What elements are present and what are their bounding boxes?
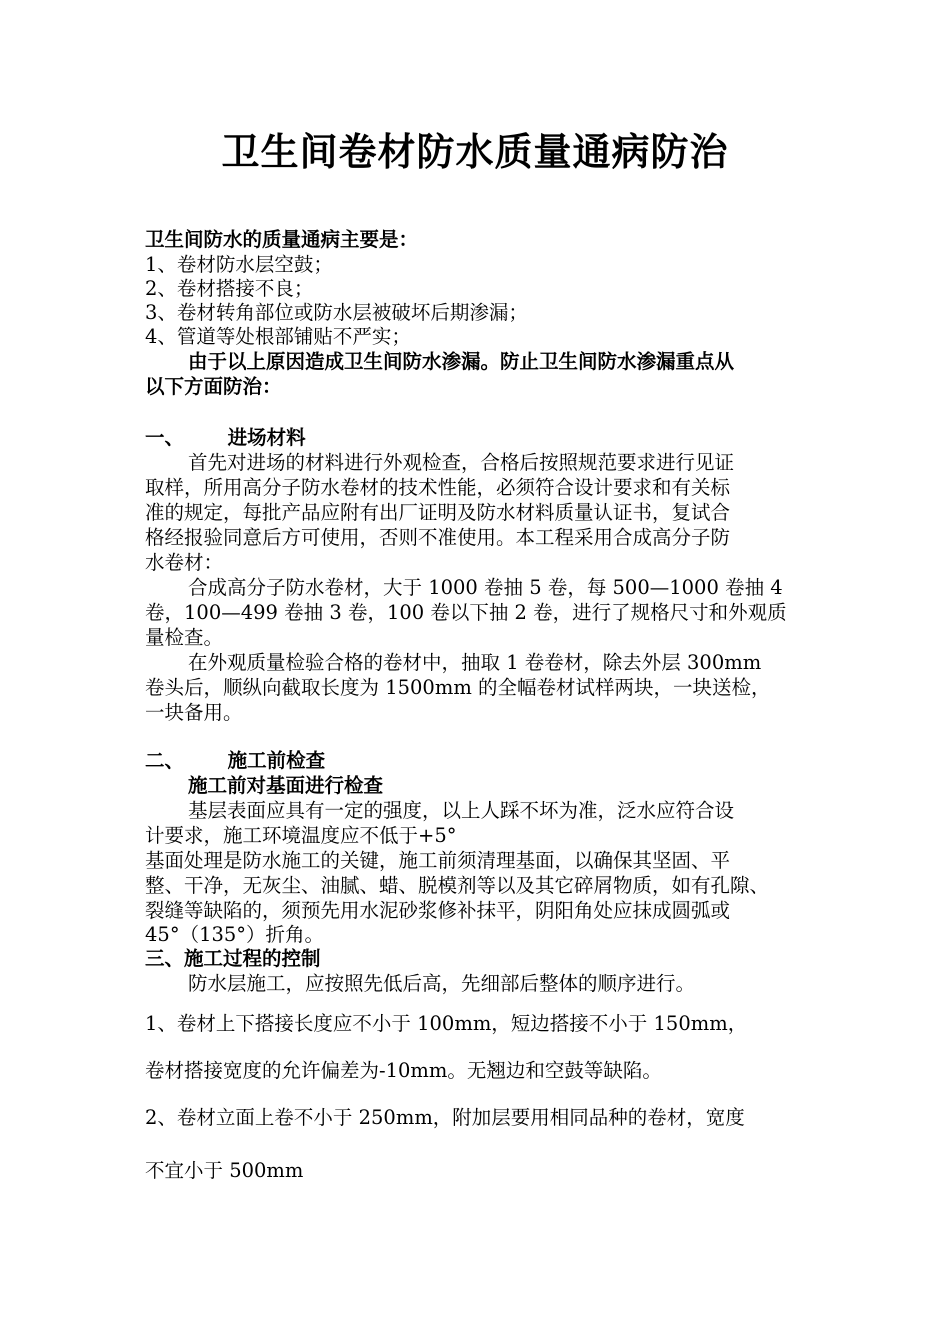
section1-para3-line: 卷头后，顺纵向截取长度为 1500mm 的全幅卷材试样两块，一块送检， [145,676,771,699]
intro-summary-line: 以下方面防治： [145,375,282,398]
section-title: 施工前检查 [227,749,326,772]
section1-para1-line: 首先对进场的材料进行外观检查，合格后按照规范要求进行见证 [188,451,735,474]
intro-summary-line: 由于以上原因造成卫生间防水渗漏。防止卫生间防水渗漏重点从 [188,350,735,373]
section1-para1-line: 格经报验同意后方可使用，否则不准使用。本工程采用合成高分子防 [145,526,731,549]
section2-para1-line: 基层表面应具有一定的强度，以上人踩不坏为准，泛水应符合设 [188,799,735,822]
section1-para1-line: 取样，所用高分子防水卷材的技术性能，必须符合设计要求和有关标 [145,476,731,499]
section1-para2-line: 量检查。 [145,626,224,649]
section1-para2-line: 合成高分子防水卷材，大于 1000 卷抽 5 卷，每 500—1000 卷抽 4 [188,576,783,599]
section1-para3-line: 在外观质量检验合格的卷材中，抽取 1 卷卷材，除去外层 300mm [188,651,762,674]
section3-item-line: 不宜小于 500mm [145,1159,304,1182]
intro-item: 2、卷材搭接不良； [145,277,314,300]
intro-heading: 卫生间防水的质量通病主要是： [145,228,419,251]
section1-heading [145,426,810,450]
section-number: 一、 [145,426,185,449]
section1-para3-line: 一块备用。 [145,701,243,724]
section1-para1-line: 水卷材： [145,551,224,574]
intro-item: 4、管道等处根部铺贴不严实； [145,325,411,348]
document-title: 卫生间卷材防水质量通病防治 [221,129,729,174]
section2-para1-line: 计要求，施工环境温度应不低于+5° [145,824,457,847]
section3-item-line: 卷材搭接宽度的允许偏差为-10mm。无翘边和空鼓等缺陷。 [145,1059,662,1082]
section2-para2-line: 45°（135°）折角。 [145,923,325,946]
section2-para2-line: 基面处理是防水施工的关键，施工前须清理基面，以确保其坚固、平 [145,849,731,872]
section3-heading: 三、施工过程的控制 [145,947,321,970]
section3-para1: 防水层施工，应按照先低后高，先细部后整体的顺序进行。 [188,972,696,995]
section2-heading [145,749,810,773]
section2-para2-line: 整、干净，无灰尘、油腻、蜡、脱模剂等以及其它碎屑物质，如有孔隙、 [145,874,770,897]
section-title: 进场材料 [227,426,306,449]
section1-para1-line: 准的规定，每批产品应附有出厂证明及防水材料质量认证书，复试合 [145,501,731,524]
intro-item: 3、卷材转角部位或防水层被破坏后期渗漏； [145,301,528,324]
section2-subheading: 施工前对基面进行检查 [188,774,384,797]
section1-para2-line: 卷，100—499 卷抽 3 卷，100 卷以下抽 2 卷，进行了规格尺寸和外观质 [145,601,787,624]
section-number: 二、 [145,749,185,772]
section3-item-line: 1、卷材上下搭接长度应不小于 100mm，短边搭接不小于 150mm， [145,1012,748,1035]
intro-item: 1、卷材防水层空鼓； [145,253,333,276]
section3-item-line: 2、卷材立面上卷不小于 250mm，附加层要用相同品种的卷材，宽度 [145,1106,745,1129]
section2-para2-line: 裂缝等缺陷的，须预先用水泥砂浆修补抹平，阴阳角处应抹成圆弧或 [145,899,731,922]
